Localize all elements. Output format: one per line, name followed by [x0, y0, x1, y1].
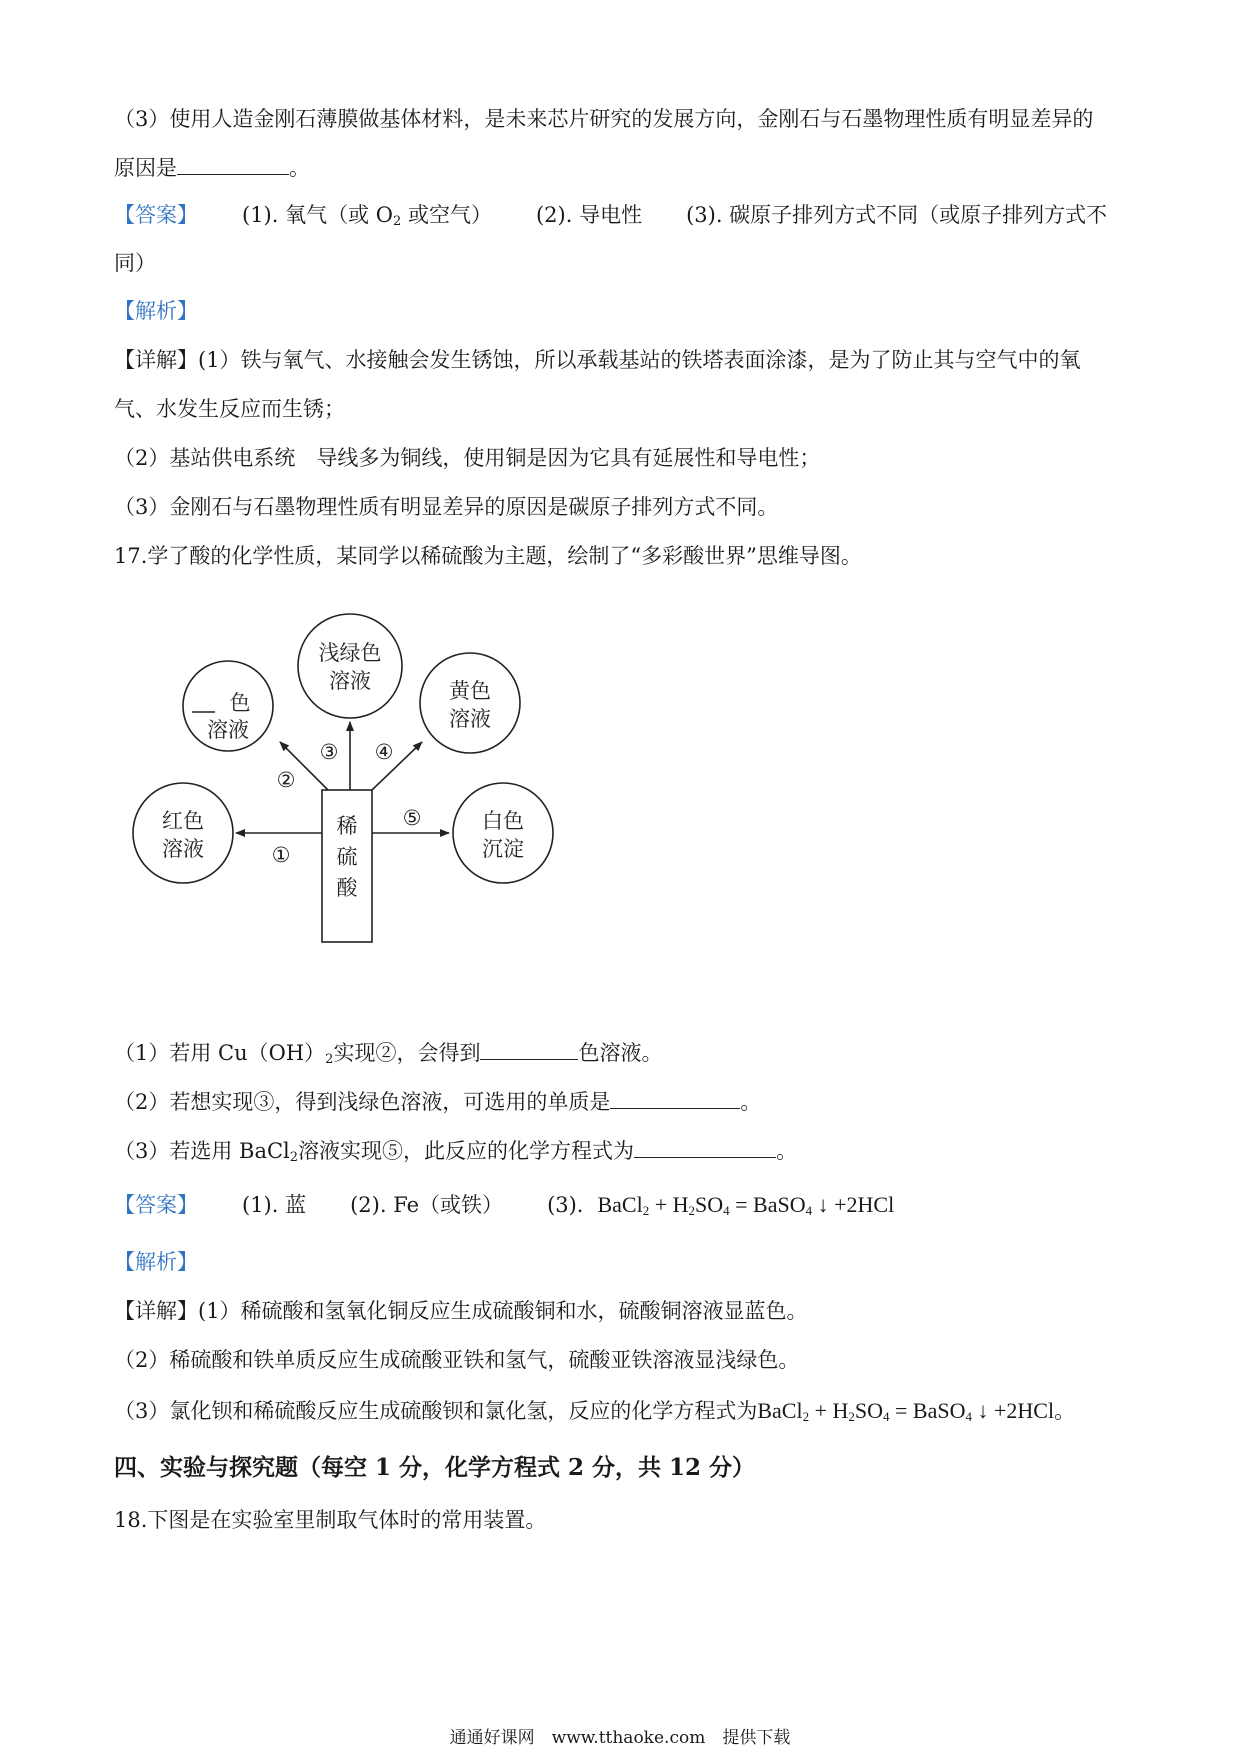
- text: （1）若用 Cu（OH）: [114, 1041, 326, 1065]
- answer-2: (2). 导电性: [535, 203, 643, 227]
- node-blank-line2: 溶液: [207, 718, 249, 742]
- node-red-line2: 溶液: [162, 837, 204, 861]
- analysis-tag: 【解析】: [114, 1250, 198, 1274]
- chemical-equation: BaCl$_2$ + $H_2SO_4$ = BaSO$_4$ ↓ +2HCl: [597, 1192, 895, 1218]
- answer-tag: 【答案】: [114, 203, 198, 227]
- q18-stem: 18.下图是在实验室里制取气体时的常用装置。: [114, 1508, 547, 1532]
- footer-watermark: 通通好课网 www.tthaoke.com 提供下载: [449, 1728, 791, 1748]
- node-yellow: [420, 653, 520, 753]
- q17-detail-1: 【详解】(1）稀硫酸和氢氧化铜反应生成硫酸铜和水，硫酸铜溶液显蓝色。: [114, 1299, 808, 1323]
- q16-detail-1a: 【详解】(1）铁与氧气、水接触会发生锈蚀，所以承载基站的铁塔表面涂漆，是为了防止其与空气中的氧: [114, 348, 1081, 372]
- q17-detail-3: [114, 1396, 1075, 1426]
- mind-map-diagram: [110, 600, 590, 950]
- q16-detail-3: （3）金刚石与石墨物理性质有明显差异的原因是碳原子排列方式不同。: [114, 495, 779, 519]
- chemical-equation: BaCl$_2$ + $H_2SO_4$ = BaSO$_4$ ↓ +2HCl: [757, 1398, 1055, 1424]
- q17-question-2: [114, 1086, 761, 1117]
- q17-detail-2: （2）稀硫酸和铁单质反应生成硫酸亚铁和氢气，硫酸亚铁溶液显浅绿色。: [114, 1348, 800, 1372]
- answer-3: (3). 碳原子排列方式不同（或原子排列方式不: [686, 203, 1108, 227]
- center-char-3: 酸: [336, 876, 358, 900]
- q17-question-3: [114, 1135, 797, 1166]
- text: 实现②，会得到: [333, 1041, 481, 1065]
- node-lg-line1: 浅绿色: [318, 641, 382, 665]
- q16-detail-1b: 气、水发生反应而生锈；: [114, 397, 345, 421]
- node-blank-line1: 色: [229, 691, 251, 715]
- label-1: ①: [271, 843, 291, 867]
- q16-answer-cont: 同）: [114, 251, 156, 275]
- answer-tag: 【答案】: [114, 1193, 198, 1217]
- text: （3）氯化钡和稀硫酸反应生成硫酸钡和氯化氢，反应的化学方程式为: [114, 1399, 758, 1423]
- q17-question-1: [114, 1037, 662, 1068]
- center-char-1: 稀: [336, 814, 358, 838]
- text: 。: [740, 1090, 762, 1114]
- q16-part3-line1: （3）使用人造金刚石薄膜做基体材料，是未来芯片研究的发展方向，金刚石与石墨物理性质有明显差异的: [114, 107, 1094, 131]
- text: 。: [289, 156, 310, 180]
- answer-1: (1). 蓝: [242, 1193, 307, 1217]
- node-lg-line2: 溶液: [329, 669, 371, 693]
- text: （2）若想实现③，得到浅绿色溶液，可选用的单质是: [114, 1090, 611, 1114]
- node-white: [453, 783, 553, 883]
- answer-3-label: (3).: [547, 1193, 584, 1217]
- text: 。: [1054, 1399, 1076, 1423]
- node-white-line1: 白色: [482, 809, 524, 833]
- answer-blank: [610, 1086, 740, 1109]
- node-red: [133, 783, 233, 883]
- node-yellow-line1: 黄色: [449, 679, 491, 703]
- answer-1: (1). 氧气（或 $O_2$ 或空气）: [242, 203, 492, 229]
- q17-answer-line: [114, 1190, 894, 1220]
- label-5: ⑤: [402, 806, 422, 830]
- node-yellow-line2: 溶液: [449, 707, 491, 731]
- answer-2: (2). Fe（或铁）: [350, 1193, 504, 1217]
- node-red-line1: 红色: [162, 809, 204, 833]
- text: 溶液实现⑤，此反应的化学方程式为: [298, 1139, 635, 1163]
- q16-answer-line: [114, 200, 1107, 230]
- q16-part3-line2: [114, 152, 310, 183]
- subscript: 2: [289, 1150, 299, 1165]
- subscript: 2: [325, 1052, 334, 1067]
- answer-blank: [480, 1037, 578, 1060]
- analysis-tag: 【解析】: [114, 299, 198, 323]
- label-2: ②: [276, 768, 296, 792]
- q17-stem: 17.学了酸的化学性质，某同学以稀硫酸为主题，绘制了“多彩酸世界”思维导图。: [114, 544, 862, 568]
- node-light-green: [298, 614, 402, 718]
- text: 原因是: [114, 156, 177, 180]
- text: （3）若选用 BaCl: [114, 1139, 290, 1163]
- answer-blank: [177, 152, 289, 175]
- answer-blank: [634, 1135, 776, 1158]
- label-3: ③: [319, 740, 339, 764]
- center-char-2: 硫: [336, 845, 358, 869]
- node-white-line2: 沉淀: [482, 837, 524, 861]
- label-4: ④: [374, 740, 394, 764]
- text: 。: [776, 1139, 798, 1163]
- q16-detail-2: （2）基站供电系统 导线多为铜线，使用铜是因为它具有延展性和导电性；: [114, 446, 821, 470]
- text: 色溶液。: [578, 1041, 663, 1065]
- section-heading: 四、实验与探究题（每空 1 分，化学方程式 2 分，共 12 分）: [114, 1454, 756, 1481]
